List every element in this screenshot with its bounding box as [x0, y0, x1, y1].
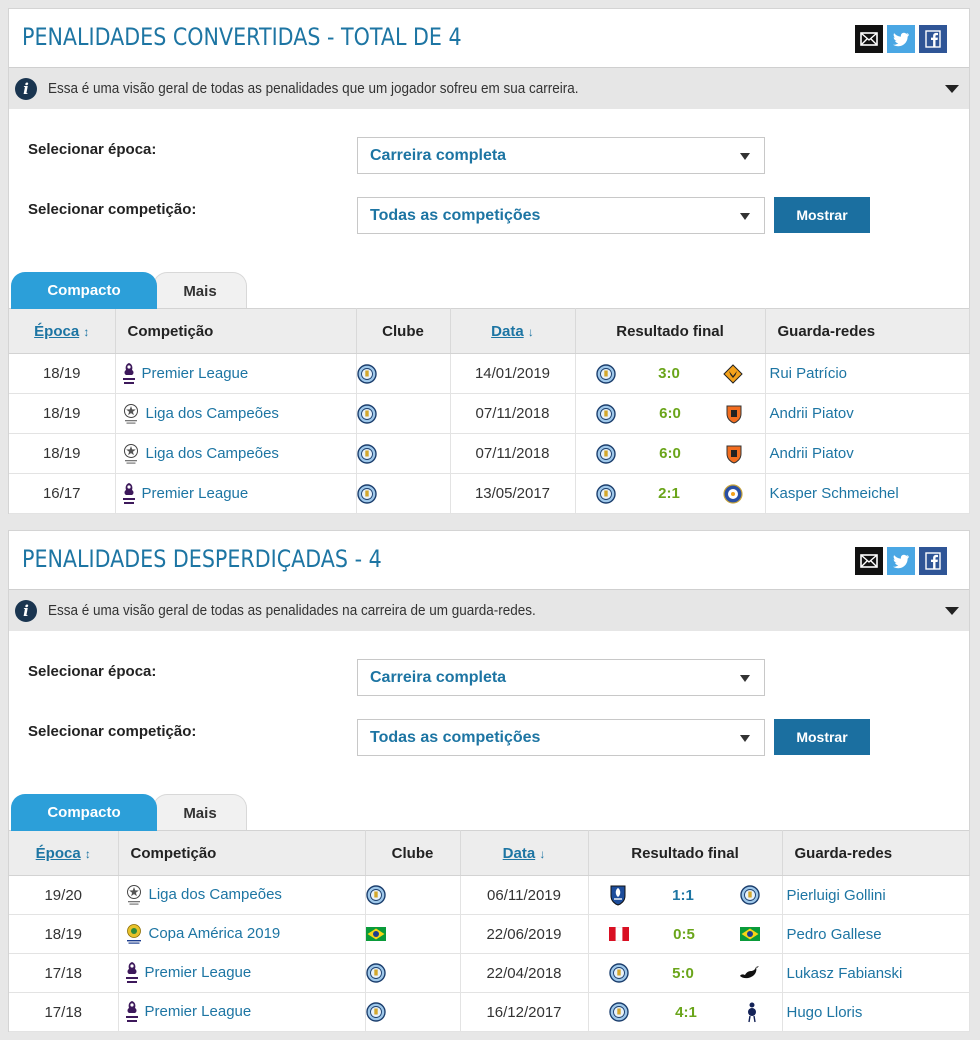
date-cell: 06/11/2019: [460, 876, 588, 915]
table-row: [9, 474, 969, 514]
date-cell: 14/01/2019: [450, 354, 575, 394]
season-label: Selecionar época:: [28, 663, 157, 680]
club-cell[interactable]: [356, 434, 450, 474]
table-row: [9, 394, 969, 434]
leicester-crest-icon: [723, 484, 743, 504]
info-text: Essa é uma visão geral de todas as penalidades que um jogador sofreu em sua carreira.: [48, 80, 579, 97]
header-season[interactable]: Época ↕: [9, 309, 115, 354]
club-cell[interactable]: [356, 354, 450, 394]
competition-link[interactable]: Liga dos Campeões: [145, 444, 279, 462]
competition-cell[interactable]: [118, 915, 365, 954]
date-cell: 16/12/2017: [460, 993, 588, 1032]
man-city-crest-icon: [596, 444, 616, 464]
table-row: [9, 993, 969, 1032]
header-final-result: Resultado final: [575, 309, 765, 354]
man-city-crest-icon: [366, 963, 460, 983]
table-row: [9, 915, 969, 954]
header-date[interactable]: Data ↓: [450, 309, 575, 354]
man-city-crest-icon: [357, 444, 450, 464]
result-cell[interactable]: [588, 876, 782, 915]
panel-title: PENALIDADES CONVERTIDAS - TOTAL DE 4: [22, 23, 462, 51]
info-bar[interactable]: [9, 589, 969, 631]
result-cell[interactable]: [575, 394, 765, 434]
caret-down-icon[interactable]: [945, 85, 959, 93]
competition-link[interactable]: Premier League: [141, 364, 249, 382]
competition-link[interactable]: Premier League: [144, 1002, 252, 1020]
table-row: [9, 434, 969, 474]
twitter-share-icon[interactable]: [887, 547, 915, 575]
competition-link[interactable]: Premier League: [141, 484, 249, 502]
date-cell: 13/05/2017: [450, 474, 575, 514]
header-competition: Competição: [118, 831, 365, 876]
result-cell[interactable]: [588, 993, 782, 1032]
result-cell[interactable]: [575, 354, 765, 394]
table-header-row: [9, 309, 969, 354]
competition-cell[interactable]: [115, 434, 356, 474]
competition-link[interactable]: Copa América 2019: [148, 924, 281, 942]
competition-cell[interactable]: [115, 394, 356, 434]
score-link[interactable]: 2:1: [658, 485, 680, 502]
header-date[interactable]: Data ↓: [460, 831, 588, 876]
season-cell: 16/17: [9, 474, 115, 514]
share-buttons: [855, 547, 947, 575]
header-final-result: Resultado final: [588, 831, 782, 876]
competition-cell[interactable]: [115, 354, 356, 394]
info-icon: i: [15, 78, 37, 100]
table-row: [9, 354, 969, 394]
premier-league-icon: [122, 362, 136, 386]
competition-link[interactable]: Premier League: [144, 963, 252, 981]
competition-cell[interactable]: [115, 474, 356, 514]
tottenham-crest-icon: [744, 1001, 760, 1023]
caret-down-icon: [740, 213, 750, 220]
man-city-crest-icon: [596, 404, 616, 424]
table-row: [9, 876, 969, 915]
score-link[interactable]: 3:0: [658, 365, 680, 382]
info-bar[interactable]: [9, 67, 969, 109]
competition-select[interactable]: [357, 719, 765, 756]
date-cell: 07/11/2018: [450, 434, 575, 474]
table-header-row: [9, 831, 969, 876]
header-competition: Competição: [115, 309, 356, 354]
brazil-flag-icon: [740, 927, 760, 941]
season-select[interactable]: [357, 137, 765, 174]
score-link[interactable]: 4:1: [675, 1003, 697, 1021]
competition-select-value: Todas as competições: [370, 207, 541, 224]
man-city-crest-icon: [357, 484, 450, 504]
info-icon: i: [15, 600, 37, 622]
season-cell: 18/19: [9, 434, 115, 474]
panel-title: PENALIDADES DESPERDIÇADAS - 4: [22, 545, 382, 573]
goalkeeper-link[interactable]: Andrii Piatov: [765, 434, 969, 474]
competition-select[interactable]: [357, 197, 765, 234]
man-city-crest-icon: [609, 1002, 629, 1022]
goalkeeper-link[interactable]: Rui Patrício: [765, 354, 969, 394]
shakhtar-crest-icon: [725, 444, 743, 464]
premier-league-icon: [125, 1000, 139, 1024]
champions-league-icon: [122, 443, 140, 465]
competition-cell[interactable]: [118, 954, 365, 993]
competition-label: Selecionar competição:: [28, 723, 197, 740]
date-cell: 22/06/2019: [460, 915, 588, 954]
panel-header: [9, 9, 969, 67]
caret-down-icon: [740, 153, 750, 160]
man-city-crest-icon: [357, 364, 450, 384]
competition-cell[interactable]: [118, 876, 365, 915]
tab-compact[interactable]: Compacto: [11, 794, 157, 831]
email-share-icon[interactable]: [855, 547, 883, 575]
score-link[interactable]: 1:1: [672, 886, 694, 904]
twitter-share-icon[interactable]: [887, 25, 915, 53]
premier-league-icon: [125, 961, 139, 985]
result-cell[interactable]: [588, 915, 782, 954]
header-season[interactable]: Época ↕: [9, 831, 118, 876]
goalkeeper-link[interactable]: Lukasz Fabianski: [782, 954, 969, 993]
champions-league-icon: [125, 884, 143, 906]
season-cell: 18/19: [9, 915, 118, 954]
season-select-value: Carreira completa: [370, 147, 507, 164]
season-label: Selecionar época:: [28, 141, 157, 158]
season-select-value: Carreira completa: [370, 669, 507, 686]
season-cell: 17/18: [9, 954, 118, 993]
facebook-share-icon[interactable]: [919, 25, 947, 53]
man-city-crest-icon: [609, 963, 629, 983]
champions-league-icon: [122, 403, 140, 425]
show-button[interactable]: Mostrar: [774, 719, 870, 755]
result-cell[interactable]: [575, 434, 765, 474]
goalkeeper-link[interactable]: Hugo Lloris: [782, 993, 969, 1032]
result-cell[interactable]: [575, 474, 765, 514]
caret-down-icon[interactable]: [945, 607, 959, 615]
goalkeeper-link[interactable]: Andrii Piatov: [765, 394, 969, 434]
tab-more[interactable]: Mais: [153, 272, 247, 309]
score-link[interactable]: 6:0: [659, 445, 681, 462]
penalties-table: [9, 308, 970, 514]
date-cell: 22/04/2018: [460, 954, 588, 993]
club-cell[interactable]: [356, 394, 450, 434]
header-goalkeeper: Guarda-redes: [782, 831, 969, 876]
wolves-crest-icon: [723, 364, 743, 384]
tab-compact[interactable]: Compacto: [11, 272, 157, 309]
score-link[interactable]: 5:0: [672, 964, 694, 982]
caret-down-icon: [740, 735, 750, 742]
info-text: Essa é uma visão geral de todas as penalidades na carreira de um guarda-redes.: [48, 602, 536, 619]
goalkeeper-link[interactable]: Pedro Gallese: [782, 915, 969, 954]
competition-label: Selecionar competição:: [28, 201, 197, 218]
caret-down-icon: [740, 675, 750, 682]
season-cell: 17/18: [9, 993, 118, 1032]
date-cell: 07/11/2018: [450, 394, 575, 434]
score-link[interactable]: 6:0: [659, 405, 681, 422]
header-club: Clube: [356, 309, 450, 354]
club-cell[interactable]: [365, 993, 460, 1032]
season-cell: 18/19: [9, 394, 115, 434]
competition-link[interactable]: Liga dos Campeões: [148, 885, 282, 903]
shakhtar-crest-icon: [725, 404, 743, 424]
header-goalkeeper: Guarda-redes: [765, 309, 969, 354]
penalties-table: [9, 830, 970, 1032]
penalties-missed-panel: [8, 530, 970, 1032]
show-button[interactable]: Mostrar: [774, 197, 870, 233]
man-city-crest-icon: [357, 404, 450, 424]
brazil-flag-icon: [366, 927, 460, 941]
penalties-scored-panel: [8, 8, 970, 514]
email-share-icon[interactable]: [855, 25, 883, 53]
club-cell[interactable]: [365, 954, 460, 993]
goalkeeper-link[interactable]: Kasper Schmeichel: [765, 474, 969, 514]
table-row: [9, 954, 969, 993]
season-cell: 19/20: [9, 876, 118, 915]
copa-america-icon: [125, 923, 143, 945]
panel-header: [9, 531, 969, 589]
man-city-crest-icon: [596, 364, 616, 384]
man-city-crest-icon: [366, 1002, 460, 1022]
club-cell[interactable]: [365, 915, 460, 954]
club-cell[interactable]: [356, 474, 450, 514]
man-city-crest-icon: [596, 484, 616, 504]
facebook-share-icon[interactable]: [919, 547, 947, 575]
header-club: Clube: [365, 831, 460, 876]
goalkeeper-link[interactable]: Pierluigi Gollini: [782, 876, 969, 915]
competition-link[interactable]: Liga dos Campeões: [145, 404, 279, 422]
season-cell: 18/19: [9, 354, 115, 394]
atalanta-crest-icon: [609, 884, 627, 906]
man-city-crest-icon: [366, 885, 460, 905]
premier-league-icon: [122, 482, 136, 506]
competition-select-value: Todas as competições: [370, 729, 541, 746]
swansea-crest-icon: [738, 964, 760, 982]
season-select[interactable]: [357, 659, 765, 696]
competition-cell[interactable]: [118, 993, 365, 1032]
tab-more[interactable]: Mais: [153, 794, 247, 831]
peru-flag-icon: [609, 927, 629, 941]
man-city-crest-icon: [740, 885, 760, 905]
club-cell[interactable]: [365, 876, 460, 915]
share-buttons: [855, 25, 947, 53]
result-cell[interactable]: [588, 954, 782, 993]
score-link[interactable]: 0:5: [673, 925, 695, 943]
